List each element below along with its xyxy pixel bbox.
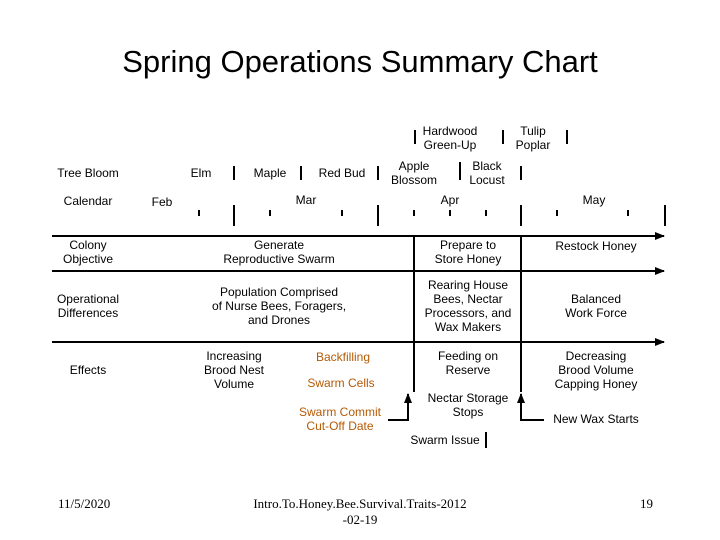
- month-mar: Mar: [295, 193, 317, 207]
- effect-swarm-commit-cutoff: Swarm Commit Cut-Off Date: [298, 405, 382, 433]
- footer-source: Intro.To.Honey.Bee.Survival.Traits-2012 -02-19: [253, 496, 467, 527]
- tree-tulip-poplar: Tulip Poplar: [515, 124, 551, 152]
- footer-page-number: 19: [640, 496, 653, 511]
- tree-black-locust: Black Locust: [469, 159, 505, 187]
- effect-increasing-brood-nest: Increasing Brood Nest Volume: [203, 349, 265, 391]
- difference-population: Population Comprised of Nurse Bees, Foragers, and Drones: [211, 285, 347, 327]
- effect-new-wax-starts: New Wax Starts: [553, 412, 639, 426]
- effect-backfilling: Backfilling: [315, 350, 371, 364]
- month-may: May: [582, 193, 606, 207]
- operational-differences-row-label: Operational Differences: [56, 292, 120, 320]
- tree-bloom-row-label: Tree Bloom: [57, 166, 119, 180]
- effect-swarm-cells: Swarm Cells: [307, 376, 375, 390]
- difference-balanced-work-force: Balanced Work Force: [565, 292, 627, 320]
- footer-date: 11/5/2020: [58, 496, 111, 511]
- tree-elm: Elm: [190, 166, 212, 180]
- tree-hardwood-green-up: Hardwood Green-Up: [422, 124, 478, 152]
- difference-rearing-house-bees: Rearing House Bees, Nectar Processors, and Wax Makers: [424, 278, 512, 334]
- tree-apple-blossom: Apple Blossom: [390, 159, 438, 187]
- effect-nectar-storage-stops: Nectar Storage Stops: [427, 391, 509, 419]
- month-apr: Apr: [440, 193, 460, 207]
- effect-decreasing-brood-volume: Decreasing Brood Volume Capping Honey: [554, 349, 638, 391]
- calendar-ticks: [199, 205, 665, 226]
- month-feb: Feb: [151, 195, 173, 209]
- colony-objective-row-label: Colony Objective: [62, 238, 114, 266]
- calendar-row-label: Calendar: [63, 194, 113, 208]
- tree-red-bud: Red Bud: [318, 166, 366, 180]
- objective-prepare-store-honey: Prepare to Store Honey: [434, 238, 502, 266]
- effects-row-label: Effects: [69, 363, 107, 377]
- effect-feeding-on-reserve: Feeding on Reserve: [437, 349, 499, 377]
- objective-restock-honey: Restock Honey: [555, 239, 637, 253]
- objective-generate-swarm: Generate Reproductive Swarm: [223, 238, 335, 266]
- page-title: Spring Operations Summary Chart: [122, 44, 598, 79]
- effect-swarm-issue: Swarm Issue: [410, 433, 480, 447]
- tree-maple: Maple: [253, 166, 287, 180]
